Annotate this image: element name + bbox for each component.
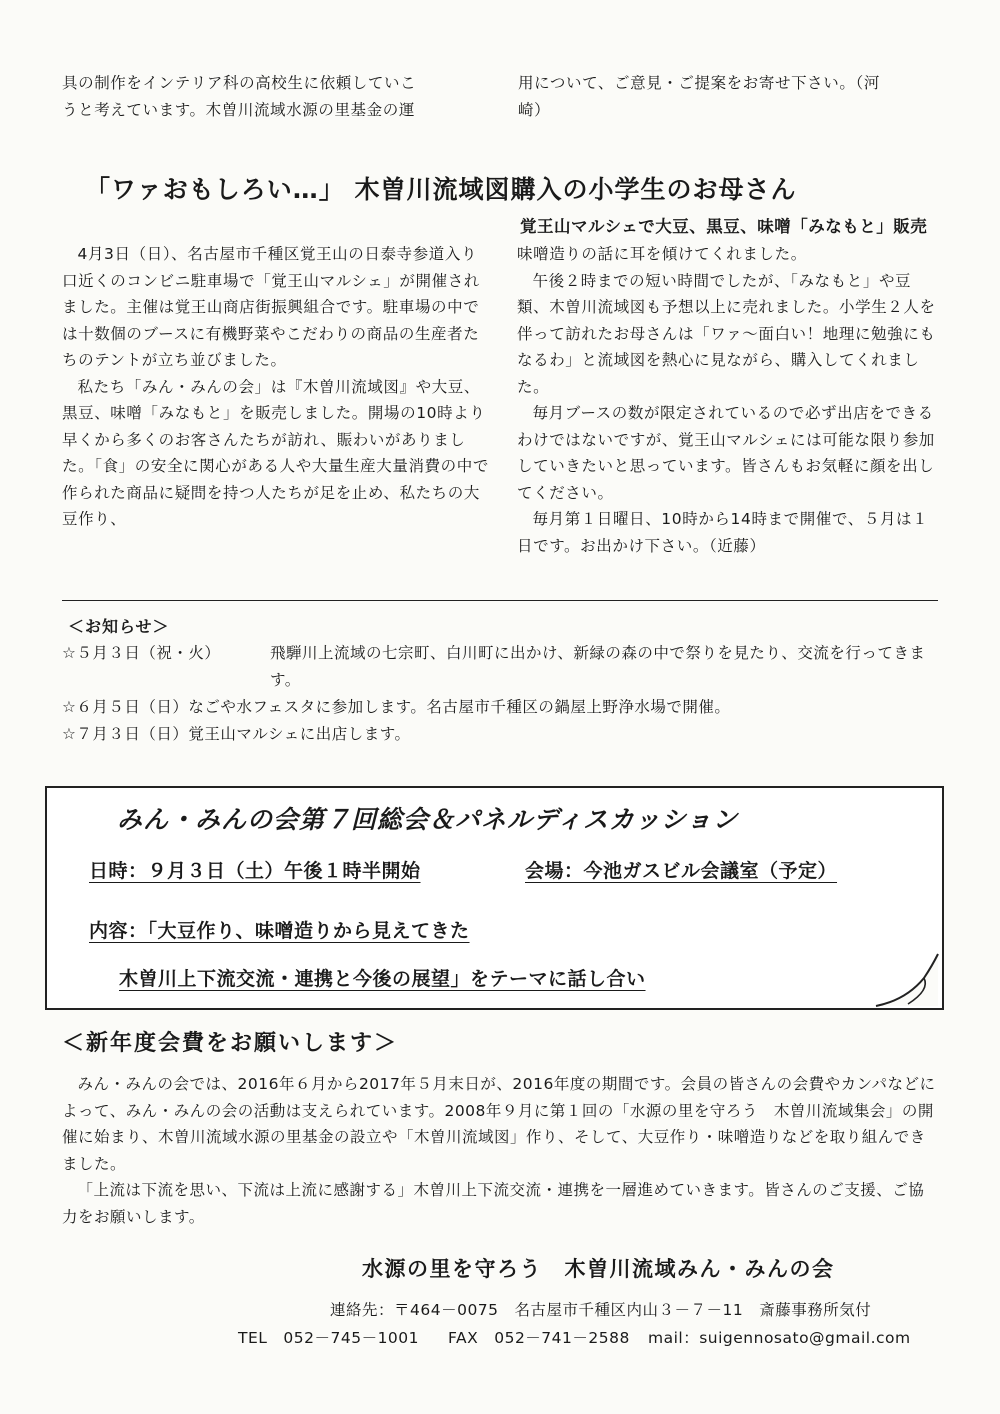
article-paragraph-2: 私たち「みん・みんの会」は『木曽川流域図』や大豆、黒豆、味噌「みなもと」を販売しました。開場の10時より早くから多くのお客さんたちが訪れ、賑わいがありました。「食」の安全に関心がある人や大量生産大量消費の中で作られた商品に疑問を持つ人たちが足を止め、私たちの大豆作り、 <box>62 377 489 528</box>
notice-item <box>62 640 942 694</box>
continuation-left-line-1: 具の制作をインテリア科の高校生に依頼していこ <box>62 74 417 92</box>
contact-fax: FAX 052－741－2588 <box>448 1329 630 1347</box>
organization-name: 水源の里を守ろう 木曽川流域みん・みんの会 <box>362 1257 835 1281</box>
continuation-left <box>62 70 492 123</box>
assembly-box <box>45 786 944 1010</box>
page-curl-decoration <box>872 950 944 1010</box>
fees-paragraph-1: みん・みんの会では、2016年６月から2017年５月末日が、2016年度の期間です。会員の皆さんの会費やカンパなどによって、みん・みんの会の活動は支えられています。2008年９月に第１回の「水源の里を守ろう 木曽川流域集会」の開催に始まり、木曽川流域水源の里基金の設立や「木曽川流域図」作り、そして、大豆作り・味噌造りなどを取り組んできました。 <box>62 1075 936 1173</box>
continuation-left-line-2: うと考えています。木曽川流域水源の里基金の運 <box>62 100 415 119</box>
fees-heading: ＜新年度会費をお願いします＞ <box>62 1031 399 1056</box>
continuation-right-line-1: 用について、ご意見・ご提案をお寄せ下さい。（河 <box>518 74 880 92</box>
article-paragraph-5: 毎月ブースの数が限定されているので必ず出店をできるわけではないですが、覚王山マルシェには可能な限り参加していきたいと思っています。皆さんもお気軽に顔を出してください。 <box>517 404 935 502</box>
article-paragraph-3: 味噌造りの話に耳を傾けてくれました。 <box>517 245 807 263</box>
notice-item <box>62 694 942 721</box>
assembly-datetime: 日時：９月３日（土）午後１時半開始 <box>89 860 421 882</box>
fees-paragraph-2: 「上流は下流を思い、下流は上流に感謝する」木曽川上下流交流・連携を一層進めていきます。皆さんのご支援、ご協力をお願いします。 <box>62 1181 925 1226</box>
notices-list <box>62 640 942 748</box>
notice-text: 飛騨川上流域の七宗町、白川町に出かけ、新緑の森の中で祭りを見たり、交流を行ってきます。 <box>270 644 926 689</box>
continuation-right-line-2: 崎） <box>518 100 551 119</box>
notice-date: ☆７月３日（日） <box>62 725 189 743</box>
assembly-title: みん・みんの会第７回総会＆パネルディスカッション <box>117 805 739 834</box>
article-paragraph-1: 4月3日（日）、名古屋市千種区覚王山の日泰寺参道入り口近くのコンビニ駐車場で「覚王山マルシェ」が開催されました。主催は覚王山商店街振興組合です。駐車場の中では十数個のブースに有機野菜やこだわりの商品の生産者たちのテントが立ち並びました。 <box>62 245 480 369</box>
contact-address: 連絡先：〒464－0075 名古屋市千種区内山３－７－11 斎藤事務所気付 <box>330 1301 872 1319</box>
assembly-content-line-2: 木曽川上下流交流・連携と今後の展望」をテーマに話し合い <box>119 968 646 990</box>
section-divider <box>62 600 938 601</box>
article-left-column <box>62 241 490 533</box>
notice-date: ☆５月３日（祝・火） <box>62 644 221 662</box>
assembly-content-line-1: 内容：「大豆作り、味噌造りから見えてきた <box>89 920 470 942</box>
continuation-right <box>518 70 948 123</box>
notice-text: なごや水フェスタに参加します。名古屋市千種区の鍋屋上野浄水場で開催。 <box>188 698 731 716</box>
notices-heading: ＜お知らせ＞ <box>68 617 170 636</box>
contact-tel: TEL 052－745－1001 <box>238 1329 420 1347</box>
article-title: 「ワァおもしろい…」 木曽川流域図購入の小学生のお母さん <box>85 175 797 204</box>
article-paragraph-4: 午後２時までの短い時間でしたが、「みなもと」や豆類、木曽川流域図も予想以上に売れました。小学生２人を伴って訪れたお母さんは「ワァ～面白い！地理に勉強にもなるわ」と流域図を熱心に見ながら、購入してくれました。 <box>517 271 936 396</box>
notice-date: ☆６月５日（日） <box>62 698 189 716</box>
notice-text: 覚王山マルシェに出店します。 <box>188 725 411 743</box>
contact-mail: mail：suigennosato@gmail.com <box>648 1329 911 1347</box>
assembly-venue: 会場：今池ガスビル会議室（予定） <box>525 860 838 882</box>
article-paragraph-6: 毎月第１日曜日、10時から14時まで開催で、５月は１日です。お出かけ下さい。（近藤） <box>517 510 929 555</box>
fees-body <box>62 1071 940 1230</box>
article-right-column <box>517 241 937 559</box>
notice-item <box>62 721 942 748</box>
article-subtitle: 覚王山マルシェで大豆、黒豆、味噌「みなもと」販売 <box>520 217 928 236</box>
